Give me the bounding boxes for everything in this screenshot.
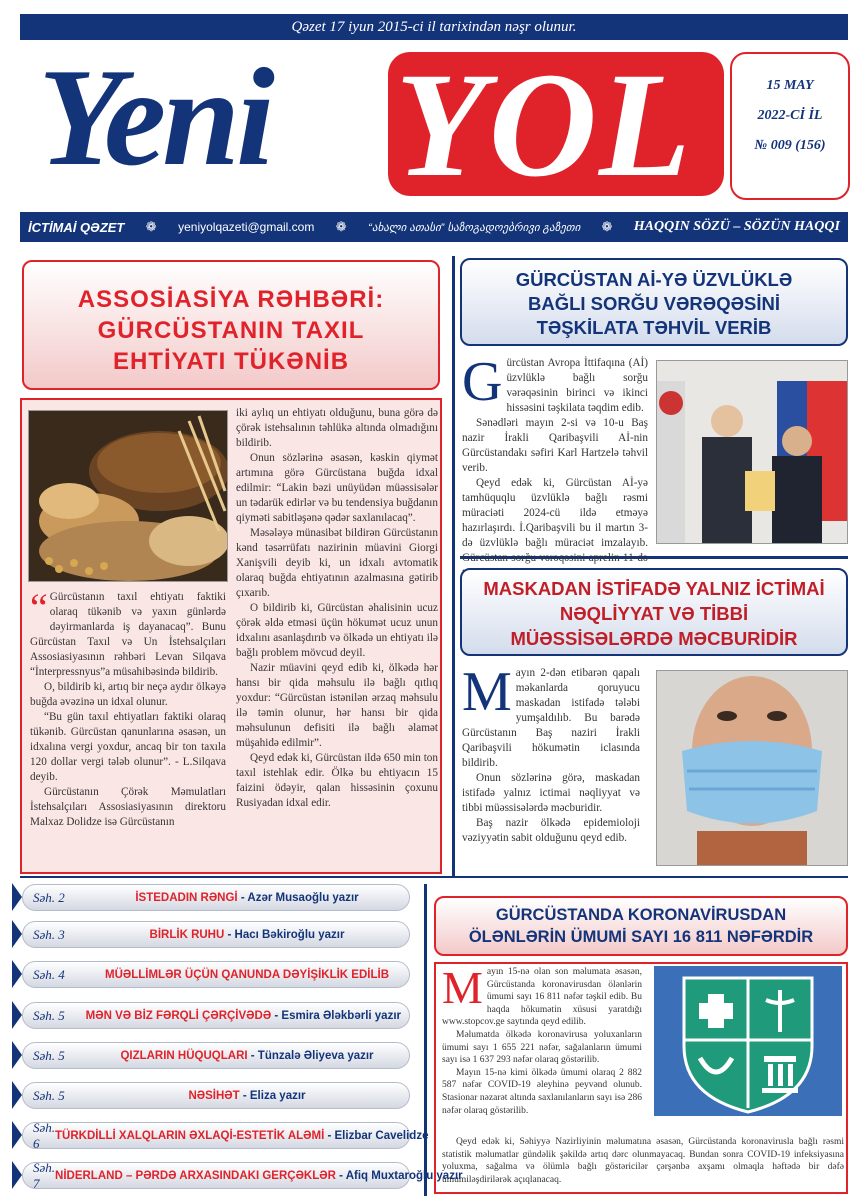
info-bar [20,212,848,242]
flower-icon: ❁ [145,219,157,234]
toc-title [93,929,409,941]
toc-page: Səh. 5 [33,1047,65,1063]
toc-page: Səh. 6 [33,1119,56,1151]
toc-item[interactable] [22,1119,429,1151]
article1-paragraph: O bildirib ki, Gürcüstan əhalisinin ucuz çörək əldə etməsi üçün hökumət ucuz unun idxalını asanlaşdırıb və ölkədə un ehtiyatı ilə bağlı problem mövcud deyil. [236,602,438,659]
toc-item[interactable] [22,1159,463,1191]
toc-page: Səh. 2 [33,889,65,905]
toc-arrow-icon [12,1001,22,1029]
article3-body [462,661,640,846]
issue-number: № 009 (156) [754,138,826,153]
article4-paragraph: Qeyd edək ki, Səhiyyə Nazirliyinin məlumatına əsasən, Gürcüstanda koronavirusla bağlı rəsmi statistik məlumatlar gündəlik şəkildə artıq dərc olunmayacaq. Bundan sonra COVID-19 infeksiyasına yoluxma, sağalma və ölümlə bağlı göstəricilər çərşənbə axşamı olmaqla həftədə bir dəfə ümumiləşdirilərək açıqlanacaq. [442,1137,844,1185]
toc-page: Səh. 5 [33,1087,65,1103]
toc-author: - Afiq Muxtaroğlu yazır [335,1169,463,1182]
toc-author: - Eliza yazır [239,1089,306,1102]
toc-author: - Hacı Bəkiroğlu yazır [224,928,345,941]
article2-dropcap: G [462,351,503,413]
flower-icon: ❁ [335,219,347,234]
article3-paragraph: ayın 2-dən etibarən qapalı məkanlarda qoruyucu maskadan istifadə tələbi yumşaldılıb. Bu barədə Gürcüstanın Baş naziri İrakli Qaribaşvili hökumətin iclasında bildirib. [462,667,640,769]
article2-paragraph: Qeyd edək ki, Gürcüstan Aİ-yə tamhüquqlu üzvlüklə bağlı rəsmi müraciəti 2024-cü ildə etməyə hazırlaşırdı. İ.Qaribaşvili bu il martın 3-də üzvlüklə bağlı müraciət imzalayıb. Gürcüstan sorğu vərəqəsini aprelin 11-də [462,477,648,564]
article3-title[interactable]: MASKADAN İSTİFADƏ YALNIZ İCTİMAİ NƏQLİYYAT VƏ TİBBİ MÜƏSSİSƏLƏRDƏ MƏCBURİDİR [460,568,848,656]
article4-paragraph: Mayın 15-nə kimi ölkədə ümumi olaraq 2 882 587 nəfər COVID-19 əleyhinə peyvənd olunub. Stasionar nəzarət altında saxlanılanların sayı isə 286 nəfər olaraq göstərilib. [442,1067,642,1116]
toc-arrow-icon [12,1161,22,1189]
handover-photo [656,360,848,544]
toc-author: - Elizbar Cavelidze [324,1129,429,1142]
article1-paragraph: Onun sözlərinə əsasən, kəskin qiymət artımına görə Gürcüstana buğda idxal edilmir: “Lakin bəzi unüyüdən müəssisələr un tədarük edirlər və bu tendensiya buğdanın qiyməti sabitləşənə qədər saxlanılacaq”. [236,452,438,524]
slogan: HAQQIN SÖZÜ – SÖZÜN HAQQI [633,219,840,234]
toc-arrow-icon [12,1041,22,1069]
toc-headline: NƏSİHƏT [188,1089,240,1102]
article1-paragraph: Məsələyə münasibət bildirən Gürcüstanın kənd təsərrüfatı nazirinin müavini Giorgi Xanişvili deyib ki, un idxalı avtomatik olaraq buğda ehtiyatının azalmasına gətirib çıxarıb. [236,527,438,599]
toc-arrow-icon [12,1081,22,1109]
toc-page: Səh. 3 [33,926,65,942]
article3-paragraph: Baş nazir ölkədə epidemioloji vəziyyətin sabit olduğunu qeyd edib. [462,817,640,844]
toc-page: Səh. 5 [33,1007,65,1023]
toc-headline: NİDERLAND – PƏRDƏ ARXASINDAKI GERÇƏKLƏR [55,1169,336,1182]
toc-title [93,1090,409,1102]
toc-title [86,1010,409,1022]
article1-col2 [236,406,438,811]
top-note: Qəzet 17 iyun 2015-ci il tarixindən nəşr olunur. [20,14,848,40]
article1-col1 [30,585,226,830]
toc-arrow-icon [12,883,22,911]
article2-paragraph: ürcüstan Avropa İttifaqına (Aİ) üzvlüklə bağlı sorğu vərəqəsinin birinci və ikinci hissəsini təşkilata təqdim edib. [506,357,648,414]
article4-title[interactable]: GÜRCÜSTANDA KORONAVİRUSDAN ÖLƏNLƏRİN ÜMUMİ SAYI 16 811 NƏFƏRDİR [434,896,848,956]
article1-paragraph: Nazir müavini qeyd edib ki, ölkədə hər hansı bir qida məhsulu ilə bağlı qıtlıq yoxdur: “Gürcüstan istənilən ərzaq məhsulu ilə təmin olunur, hər hansı bir qida məhsulunun defisiti ilə bağlı əlamət müşahidə edilmir”. [236,662,438,749]
toc-arrow-icon [12,920,22,948]
row-divider [20,876,848,878]
issue-year: 2022-Cİ İL [757,108,823,123]
article2-title[interactable]: GÜRCÜSTAN Aİ-YƏ ÜZVLÜKLƏ BAĞLI SORĞU VƏRƏQƏSİNİ TƏŞKİLATA TƏHVİL VERİB [460,258,848,346]
article4-paragraph: Məlumatda ölkədə koronavirusa yoluxanların ümumi sayı 1 655 221 nəfər, sağalanların ümumi sayı isə 1 637 293 nəfər olaraq göstərilib. [442,1029,642,1066]
column-divider [452,256,455,876]
article1-title[interactable]: ASSOSİASİYA RƏHBƏRİ: GÜRCÜSTANIN TAXIL EHTİYATI TÜKƏNİB [22,260,440,390]
article2-paragraph: Sənədləri mayın 2-si və 10-u Baş nazir İrakli Qaribaşvili Aİ-nin Gürcüstandakı səfiri Karl Hartzelə təhvil verib. [462,417,648,474]
bread-photo [28,410,228,582]
article1-paragraph: Gürcüstanın Çörək Məmulatları İstehsalçıları Assosiasiyasının direktoru Malxaz Dolidze isə Gürcüstanın [30,786,226,828]
paper-type: İCTİMAİ QƏZET [28,219,125,235]
ministry-emblem [654,966,842,1116]
toc-author: - Azər Musaoğlu yazır [237,891,359,904]
toc-headline: MÜƏLLİMLƏR ÜÇÜN QANUNDA DƏYİŞİKLİK EDİLİB [105,968,389,981]
article1-paragraph: Qeyd edək ki, Gürcüstan ildə 650 min ton taxıl istehlak edir. Ölkə bu ehtiyacın 15 faizini ödəyir, qalan hissəsinin çoxunu Rusiyadan idxal edir. [236,752,438,809]
toc-title [93,969,409,981]
mask-photo [656,670,848,866]
article1-lead: Gürcüstanın taxıl ehtiyatı faktiki olaraq tükənib və yaxın günlərdə dəyirmanlarda iş dayanacaq”. Bunu Gürcüstan Taxıl və Un İstehsalçıları Assosiasiyasının rəhbəri Levan Silqava “İnterpressnyus”a müsahibəsində bildirib. [30,591,226,678]
toc-title [93,1050,409,1062]
toc-page: Səh. 7 [33,1159,56,1191]
toc-title [93,892,409,904]
issue-date: 15 MAY [766,78,814,93]
toc-item[interactable] [22,961,410,988]
article4-body-wide [442,1136,844,1186]
issue-date-box [730,52,850,200]
toc-page: Səh. 4 [33,966,65,982]
toc-item[interactable] [22,1002,410,1029]
email[interactable]: yeniyolqazeti@gmail.com [178,220,315,234]
logo-yol: YOL [395,42,693,208]
toc-author: - Tünzalə Əliyeva yazır [247,1049,374,1062]
toc-arrow-icon [12,1121,22,1149]
toc-item[interactable] [22,1042,410,1069]
toc-headline: İSTEDADIN RƏNGİ [135,891,238,904]
toc-headline: TÜRKDİLLİ XALQLARIN ƏXLAQİ-ESTETİK ALƏMİ [55,1129,325,1142]
article1-body [20,398,442,874]
georgian-subtitle: “ახალი ათასი” საზოგადოებრივი გაზეთი [368,221,581,234]
article1-paragraph: “Bu gün taxıl ehtiyatları faktiki olaraq tükənib. Gürcüstan qanunlarına əsasən, un idxalına vergi yoxdur, ancaq bir ton taxıla 120 dollar vergi tələb olunur”. - L.Silqava deyib. [30,711,226,783]
quote-icon: “ [30,585,48,630]
article1-paragraph: iki aylıq un ehtiyatı olduğunu, buna görə də çörək istehsalının təhlükə altında olmadığını bildirib. [236,407,438,449]
article2-body [462,351,648,581]
article1-paragraph: O, bildirib ki, artıq bir neçə aydır ölkəyə buğda əvəzinə un idxal olunur. [30,681,226,708]
toc-headline: BİRLİK RUHU [149,928,225,941]
toc-headline: MƏN VƏ BİZ FƏRQLİ ÇƏRÇİVƏDƏ [85,1009,272,1022]
toc-item[interactable] [22,1082,410,1109]
toc-headline: QIZLARIN HÜQUQLARI [120,1049,248,1062]
toc-item[interactable] [22,921,410,948]
flower-icon: ❁ [601,219,613,234]
toc-arrow-icon [12,960,22,988]
article4-body [442,962,642,1117]
column-divider [424,884,427,1196]
article4-paragraph: ayın 15-nə olan son məlumata əsasən, Gürcüstanda koronavirusdan ölənlərin ümumi sayı 16 811 nəfər təşkil edib. Bu haqda hökumətin xüsusi yaratdığı www.stopcov.ge saytında qeyd edilib. [442,967,642,1028]
article3-paragraph: Onun sözlərinə görə, maskadan istifadə yalnız ictimai nəqliyyat və tibbi müəssisələrdə məcburidir. [462,772,640,814]
toc-title [55,1170,471,1182]
article4-dropcap: M [442,962,483,1013]
toc-title [55,1130,436,1142]
article3-dropcap: M [462,661,512,723]
logo-yeni: Yeni [38,40,271,195]
toc-item[interactable] [22,884,410,911]
toc-author: - Esmira Ələkbərli yazır [271,1009,401,1022]
